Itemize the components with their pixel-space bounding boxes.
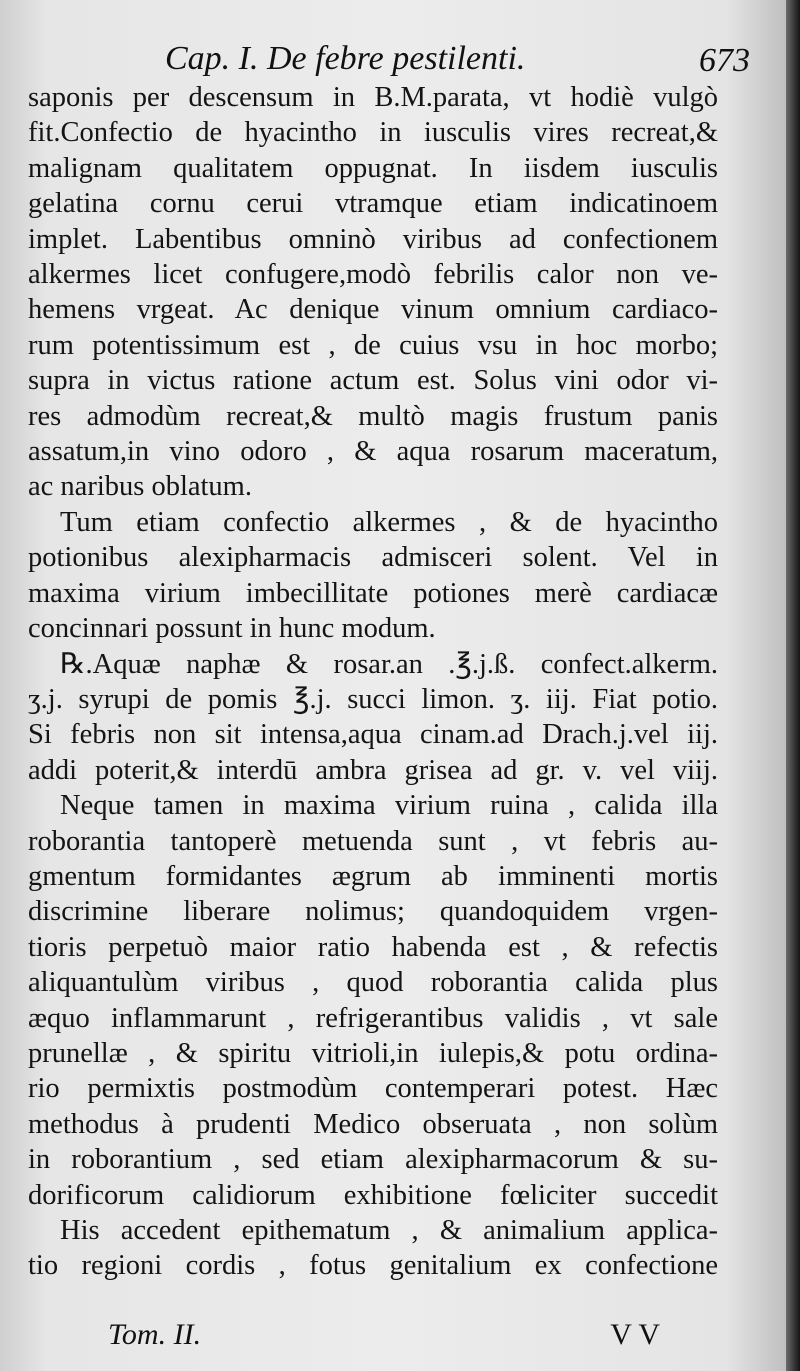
text-line: alkermes licet confugere,modò febrilis calor non ve- (28, 259, 718, 291)
scan-edge-shadow (786, 0, 800, 1371)
text-line: implet. Labentibus omninò viribus ad confectionem (28, 223, 718, 255)
text-line: æquo inflammarunt , refrigerantibus validis , vt sale (28, 1002, 718, 1034)
text-line: roborantia tantoperè metuenda sunt , vt febris au- (28, 825, 718, 857)
text-line: His accedent epithematum , & animalium applica- (60, 1215, 718, 1246)
text-line: malignam qualitatem oppugnat. In iisdem iusculis (28, 152, 718, 184)
body-text (28, 80, 718, 1284)
page-footer (108, 1318, 660, 1358)
chapter-title: Cap. I. De febre pestilenti. (165, 40, 526, 77)
signature-mark: V V (610, 1318, 660, 1351)
text-line: concinnari possunt in hunc modum. (28, 613, 436, 645)
text-line: gelatina cornu cerui vtramque etiam indicatinoem (28, 188, 718, 220)
recipe-line: addi poterit,& interdū ambra grisea ad gr. v. vel viij. (28, 754, 718, 786)
text-line: supra in victus ratione actum est. Solus vini odor vi- (28, 365, 718, 397)
text-line: Neque tamen in maxima virium ruina , calida illa (60, 790, 718, 822)
text-line: tio regioni cordis , fotus genitalium ex confectione (28, 1250, 718, 1282)
recipe-line: Si febris non sit intensa,aqua cinam.ad Drach.j.vel iij. (28, 719, 718, 751)
text-line: dorificorum calidiorum exhibitione fœliciter succedit (28, 1179, 718, 1211)
text-line: methodus à prudenti Medico obseruata , non solùm (28, 1108, 718, 1140)
text-line: rio permixtis postmodùm contemperari potest. Hæc (28, 1073, 718, 1105)
text-line: tioris perpetuò maior ratio habenda est , & refectis (28, 931, 718, 963)
text-line: maxima virium imbecillitate potiones merè cardiacæ (28, 577, 718, 609)
text-line: rum potentissimum est , de cuius vsu in hoc morbo; (28, 329, 718, 361)
text-line: gmentum formidantes ægrum ab imminenti mortis (28, 860, 718, 892)
text-line: aliquantulùm viribus , quod roborantia calida plus (28, 967, 718, 999)
text-line: saponis per descensum in B.M.parata, vt hodiè vulgò (28, 82, 718, 113)
recipe-line: ʒ.j. syrupi de pomis ℥.j. succi limon. ʒ. iij. Fiat potio. (28, 683, 718, 715)
recipe-line: ℞.Aquæ naphæ & rosar.an .℥.j.ß. confect.alkerm. (60, 648, 718, 680)
text-line: ac naribus oblatum. (28, 471, 252, 503)
text-line: fit.Confectio de hyacintho in iusculis vires recreat,& (28, 117, 718, 149)
volume-label: Tom. II. (108, 1318, 202, 1351)
text-line: in roborantium , sed etiam alexipharmacorum & su- (28, 1144, 718, 1176)
text-line: prunellæ , & spiritu vitrioli,in iulepis,& potu ordina- (28, 1037, 718, 1069)
text-line: res admodùm recreat,& multò magis frustum panis (28, 400, 718, 432)
text-line: Tum etiam confectio alkermes , & de hyacintho (60, 506, 718, 538)
page-number: 673 (699, 42, 750, 79)
text-line: assatum,in vino odoro , & aqua rosarum maceratum, (28, 436, 718, 468)
text-line: discrimine liberare nolimus; quandoquidem vrgen- (28, 896, 718, 928)
text-line: potionibus alexipharmacis admisceri solent. Vel in (28, 542, 718, 574)
text-line: hemens vrgeat. Ac denique vinum omnium cardiaco- (28, 294, 718, 326)
